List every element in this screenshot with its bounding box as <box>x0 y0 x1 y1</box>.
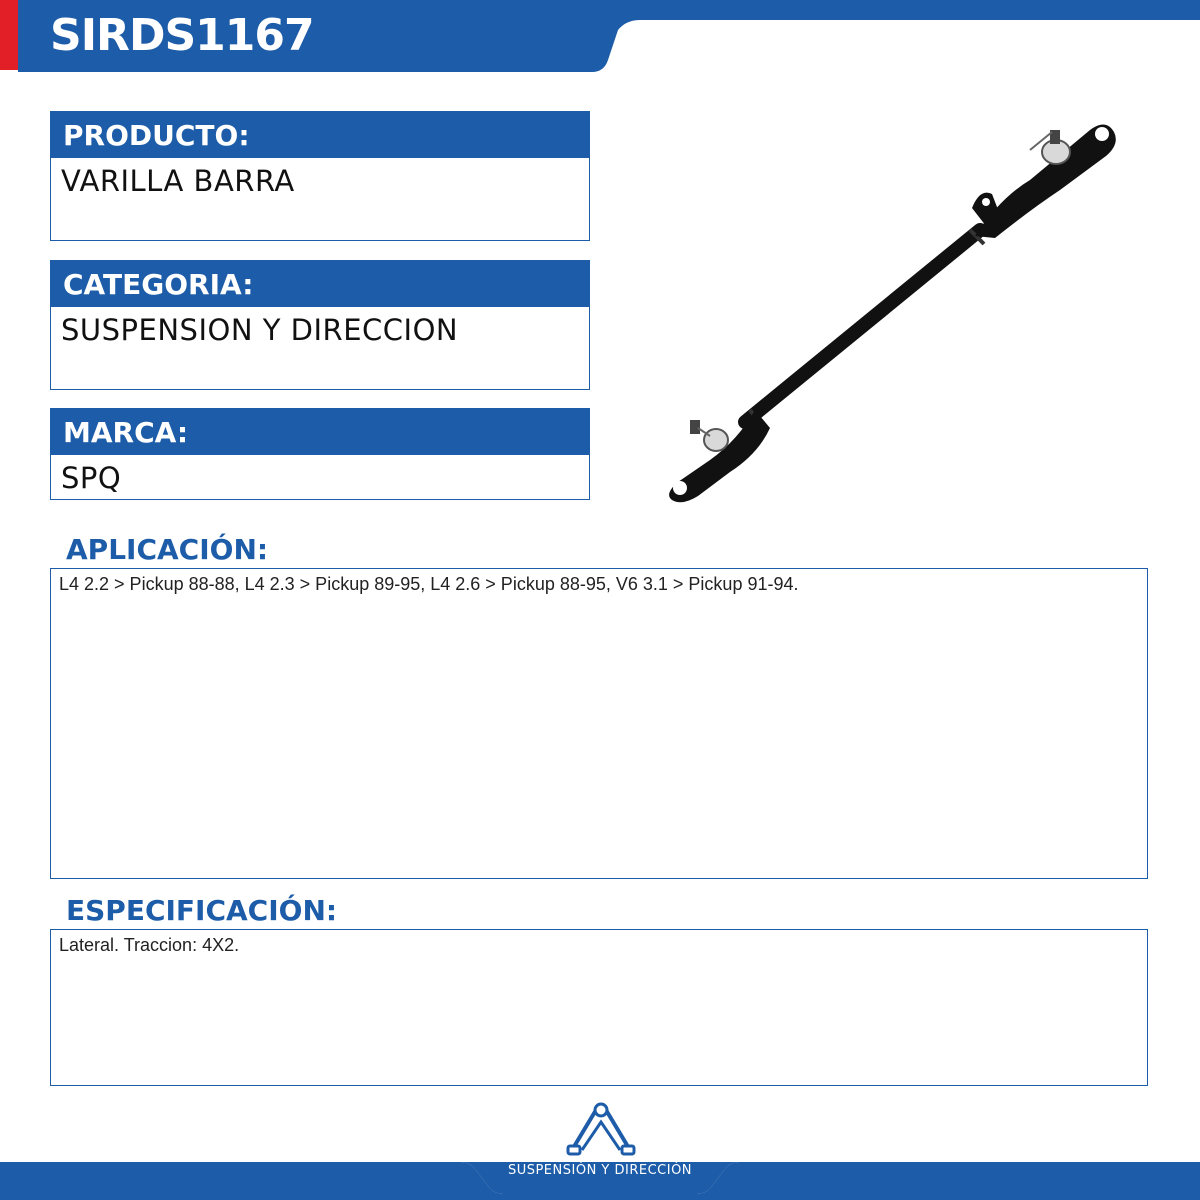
steering-link-rod-image <box>650 110 1130 510</box>
producto-label: PRODUCTO: <box>51 112 589 158</box>
especificacion-heading: ESPECIFICACIÓN: <box>66 894 338 927</box>
especificacion-text: Lateral. Traccion: 4X2. <box>59 935 240 955</box>
producto-field <box>50 111 590 241</box>
aplicacion-heading: APLICACIÓN: <box>66 533 269 566</box>
footer-category-label: SUSPENSIÓN Y DIRECCIÓN <box>507 1163 693 1178</box>
control-arm-icon <box>566 1100 636 1158</box>
aplicacion-text: L4 2.2 > Pickup 88-88, L4 2.3 > Pickup 89-95, L4 2.6 > Pickup 88-95, V6 3.1 > Pickup 91-94. <box>59 574 799 594</box>
producto-value: VARILLA BARRA <box>61 164 295 198</box>
categoria-label: CATEGORIA: <box>51 261 589 307</box>
categoria-field <box>50 260 590 390</box>
marca-value: SPQ <box>61 461 122 495</box>
marca-label: MARCA: <box>51 409 589 455</box>
aplicacion-box <box>50 568 1148 879</box>
marca-field <box>50 408 590 500</box>
especificacion-box <box>50 929 1148 1086</box>
categoria-value: SUSPENSION Y DIRECCION <box>61 313 459 347</box>
part-number-title: SIRDS1167 <box>50 10 314 61</box>
header-accent-stripe <box>0 0 18 70</box>
